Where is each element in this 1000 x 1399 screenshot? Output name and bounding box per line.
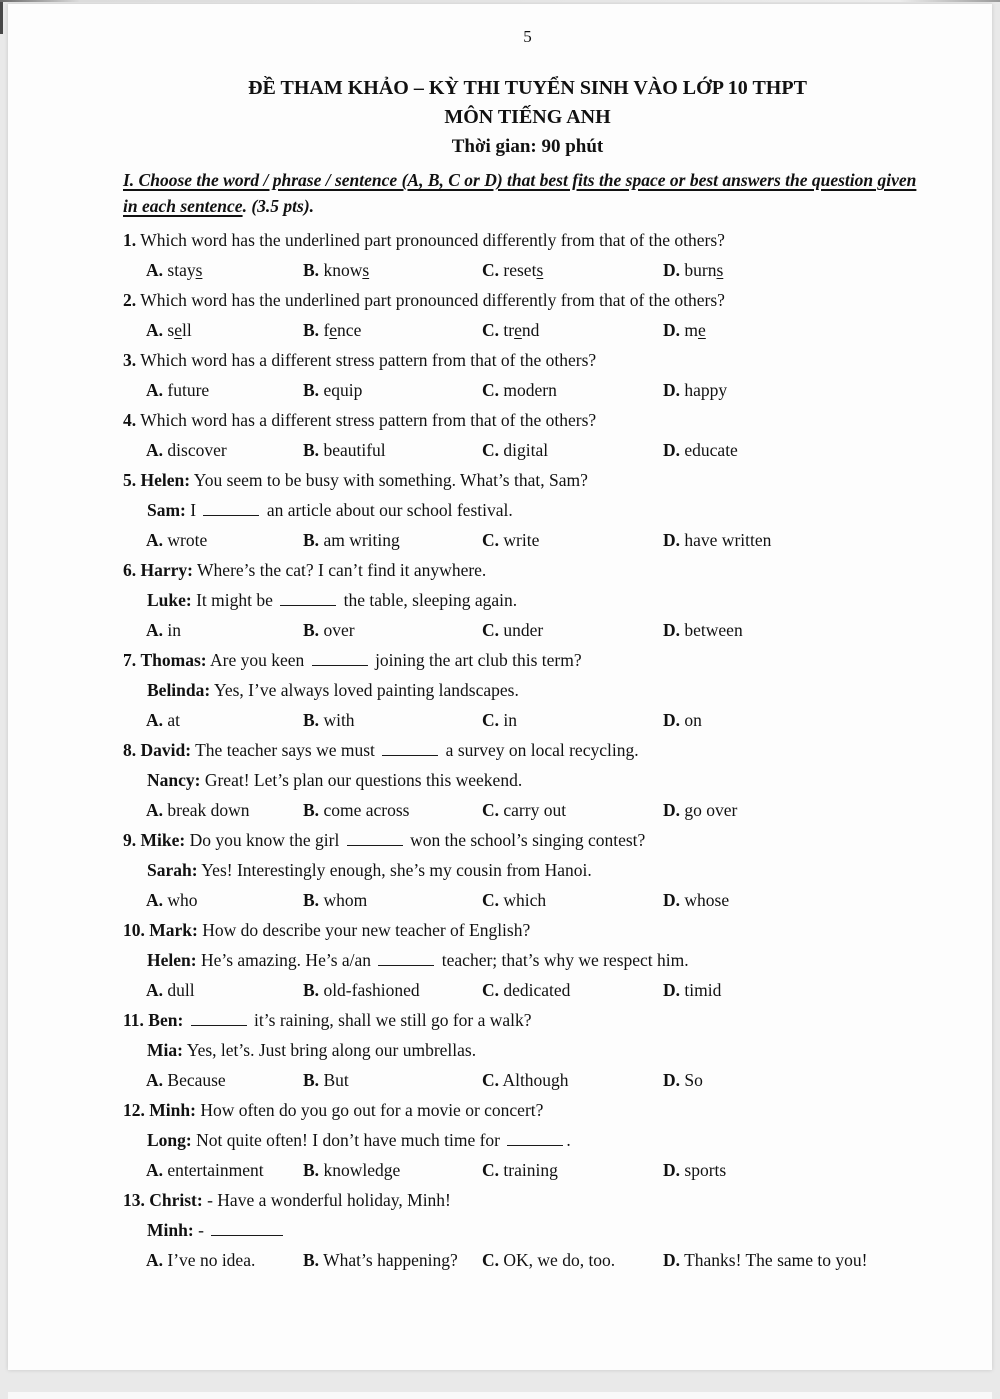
question-7 <box>123 645 932 735</box>
text-segment: - <box>193 1220 209 1240</box>
dialogue-line <box>123 1035 932 1065</box>
option-a <box>146 375 303 405</box>
text-segment: at <box>167 710 181 730</box>
option-label: D. <box>663 380 681 400</box>
speaker-name: Helen: <box>140 470 191 490</box>
dialogue-line <box>123 675 932 705</box>
option-label: D. <box>663 620 681 640</box>
text-segment: an article about our school festival. <box>262 500 513 520</box>
text-segment: over <box>323 620 355 640</box>
options-row <box>123 525 932 555</box>
question-text <box>123 465 932 495</box>
option-label: A. <box>146 530 164 550</box>
text-segment: Although <box>502 1070 569 1090</box>
options-row <box>123 615 932 645</box>
text-segment: I <box>185 500 201 520</box>
question-number: 7. <box>123 650 137 670</box>
option-d <box>663 1155 932 1185</box>
option-b <box>303 615 482 645</box>
option-c <box>482 975 663 1005</box>
question-text <box>123 285 932 315</box>
answer-blank <box>378 961 434 966</box>
question-number: 2. <box>123 290 137 310</box>
text-segment: training <box>503 1160 558 1180</box>
text-segment: But <box>323 1070 349 1090</box>
question-text <box>123 825 932 855</box>
text-segment: know <box>323 260 363 280</box>
option-label: C. <box>482 890 500 910</box>
option-label: A. <box>146 980 164 1000</box>
option-label: C. <box>482 380 500 400</box>
options-row <box>123 1245 932 1275</box>
option-label: A. <box>146 800 164 820</box>
question-list <box>123 225 932 1275</box>
option-label: B. <box>303 800 320 820</box>
speaker-name: Mark: <box>149 920 198 940</box>
text-segment: What’s happening? <box>323 1250 458 1270</box>
dialogue-line <box>123 1215 932 1245</box>
text-segment: Not quite often! I don’t have much time for <box>191 1130 505 1150</box>
text-segment: e <box>698 320 706 340</box>
section-points: . (3.5 pts). <box>242 196 315 216</box>
question-13 <box>123 1185 932 1275</box>
option-label: B. <box>303 440 320 460</box>
text-segment: I’ve no idea. <box>167 1250 256 1270</box>
exam-duration: Thời gian: 90 phút <box>451 136 604 157</box>
options-row <box>123 375 932 405</box>
text-segment: Yes! Interestingly enough, she’s my cousin from Hanoi. <box>197 860 592 880</box>
option-a <box>146 705 303 735</box>
option-c <box>482 315 663 345</box>
text-segment: f <box>323 320 330 340</box>
option-d <box>663 255 932 285</box>
option-b <box>303 885 482 915</box>
text-segment: s <box>362 260 370 280</box>
option-a <box>146 1245 303 1275</box>
option-label: B. <box>303 1070 320 1090</box>
text-segment: with <box>323 710 355 730</box>
option-label: A. <box>146 1160 164 1180</box>
option-label: C. <box>482 530 500 550</box>
speaker-name: Long: <box>147 1130 192 1150</box>
text-segment: Which word has the underlined part pronounced differently from that of the others? <box>140 290 725 310</box>
option-label: B. <box>303 710 320 730</box>
option-d <box>663 375 932 405</box>
option-a <box>146 1155 303 1185</box>
text-segment: s <box>167 320 175 340</box>
page-content <box>8 4 992 1275</box>
question-number: 9. <box>123 830 137 850</box>
option-c <box>482 375 663 405</box>
question-12 <box>123 1095 932 1185</box>
options-row <box>123 1065 932 1095</box>
option-label: C. <box>482 1160 500 1180</box>
question-number: 5. <box>123 470 137 490</box>
option-label: B. <box>303 530 320 550</box>
option-d <box>663 705 932 735</box>
option-b <box>303 975 482 1005</box>
text-segment: OK, we do, too. <box>503 1250 616 1270</box>
speaker-name: David: <box>140 740 192 760</box>
option-label: A. <box>146 380 164 400</box>
option-label: B. <box>303 320 320 340</box>
option-a <box>146 615 303 645</box>
option-label: C. <box>482 320 500 340</box>
text-segment: It might be <box>191 590 278 610</box>
question-4 <box>123 405 932 465</box>
option-label: B. <box>303 1160 320 1180</box>
options-row <box>123 975 932 1005</box>
question-text <box>123 1095 932 1125</box>
question-text <box>123 915 932 945</box>
question-text <box>123 555 932 585</box>
option-c <box>482 1245 663 1275</box>
question-1 <box>123 225 932 285</box>
dialogue-line <box>123 495 932 525</box>
option-d <box>663 1065 932 1095</box>
question-9 <box>123 825 932 915</box>
option-a <box>146 885 303 915</box>
option-a <box>146 795 303 825</box>
text-segment: Yes, let’s. Just bring along our umbrellas. <box>182 1040 477 1060</box>
option-label: D. <box>663 1250 681 1270</box>
text-segment: old-fashioned <box>323 980 420 1000</box>
option-a <box>146 975 303 1005</box>
question-number: 4. <box>123 410 137 430</box>
option-d <box>663 435 932 465</box>
text-segment: equip <box>323 380 363 400</box>
options-row <box>123 435 932 465</box>
text-segment: The teacher says we must <box>191 740 380 760</box>
text-segment: it’s raining, shall we still go for a walk? <box>249 1010 532 1030</box>
option-label: B. <box>303 380 320 400</box>
text-segment: reset <box>503 260 537 280</box>
speaker-name: Minh: <box>147 1220 194 1240</box>
option-a <box>146 1065 303 1095</box>
question-number: 6. <box>123 560 137 580</box>
text-segment: teacher; that’s why we respect him. <box>437 950 689 970</box>
option-label: A. <box>146 1070 164 1090</box>
question-3 <box>123 345 932 405</box>
option-label: D. <box>663 890 681 910</box>
text-segment: nd <box>521 320 540 340</box>
text-segment: So <box>684 1070 703 1090</box>
question-text <box>123 405 932 435</box>
option-a <box>146 315 303 345</box>
speaker-name: Luke: <box>147 590 192 610</box>
option-c <box>482 705 663 735</box>
option-label: C. <box>482 800 500 820</box>
question-text <box>123 645 932 675</box>
question-5 <box>123 465 932 555</box>
answer-blank <box>382 751 438 756</box>
text-segment: carry out <box>503 800 567 820</box>
option-b <box>303 525 482 555</box>
scan-artifact-edge <box>0 0 1000 2</box>
text-segment: happy <box>684 380 728 400</box>
option-d <box>663 1245 932 1275</box>
text-segment: tr <box>503 320 515 340</box>
option-b <box>303 705 482 735</box>
text-segment: dull <box>167 980 195 1000</box>
dialogue-line <box>123 765 932 795</box>
options-row <box>123 315 932 345</box>
text-segment: dedicated <box>503 980 571 1000</box>
text-segment: s <box>536 260 544 280</box>
text-segment: stay <box>167 260 196 280</box>
question-number: 8. <box>123 740 137 760</box>
text-segment: s <box>716 260 724 280</box>
text-segment: am writing <box>323 530 400 550</box>
speaker-name: Helen: <box>147 950 197 970</box>
question-text <box>123 735 932 765</box>
option-b <box>303 1155 482 1185</box>
speaker-name: Mia: <box>147 1040 183 1060</box>
speaker-name: Sam: <box>147 500 186 520</box>
option-label: A. <box>146 890 164 910</box>
text-segment: Where’s the cat? I can’t find it anywhere. <box>192 560 487 580</box>
text-segment: Are you keen <box>206 650 309 670</box>
text-segment <box>183 1010 187 1030</box>
option-c <box>482 615 663 645</box>
text-segment: burn <box>684 260 717 280</box>
option-d <box>663 975 932 1005</box>
text-segment: Yes, I’ve always loved painting landscapes. <box>210 680 519 700</box>
option-b <box>303 1245 482 1275</box>
text-segment: joining the art club this term? <box>370 650 582 670</box>
speaker-name: Ben: <box>148 1010 184 1030</box>
question-number: 10. <box>123 920 145 940</box>
option-d <box>663 795 932 825</box>
option-label: C. <box>482 620 500 640</box>
option-d <box>663 615 932 645</box>
question-2 <box>123 285 932 345</box>
option-label: D. <box>663 980 681 1000</box>
option-a <box>146 255 303 285</box>
option-label: A. <box>146 320 164 340</box>
option-label: D. <box>663 440 681 460</box>
options-row <box>123 885 932 915</box>
text-segment: in <box>503 710 518 730</box>
text-segment: go over <box>684 800 738 820</box>
dialogue-line <box>123 855 932 885</box>
speaker-name: Belinda: <box>147 680 211 700</box>
option-label: C. <box>482 260 500 280</box>
text-segment: wrote <box>167 530 208 550</box>
option-label: D. <box>663 260 681 280</box>
option-d <box>663 315 932 345</box>
speaker-name: Minh: <box>149 1100 196 1120</box>
question-number: 1. <box>123 230 137 250</box>
option-label: A. <box>146 620 164 640</box>
question-8 <box>123 735 932 825</box>
text-segment: break down <box>167 800 250 820</box>
question-text <box>123 345 932 375</box>
question-text <box>123 1185 932 1215</box>
text-segment: entertainment <box>167 1160 264 1180</box>
text-segment: ll <box>181 320 192 340</box>
text-segment: How do describe your new teacher of English? <box>197 920 531 940</box>
speaker-name: Thomas: <box>140 650 207 670</box>
option-c <box>482 435 663 465</box>
option-label: A. <box>146 260 164 280</box>
option-a <box>146 435 303 465</box>
text-segment: who <box>167 890 198 910</box>
answer-blank <box>211 1231 283 1236</box>
text-segment: on <box>684 710 702 730</box>
question-11 <box>123 1005 932 1095</box>
option-d <box>663 885 932 915</box>
option-label: C. <box>482 980 500 1000</box>
option-label: B. <box>303 620 320 640</box>
text-segment: won the school’s singing contest? <box>405 830 646 850</box>
option-label: C. <box>482 710 500 730</box>
text-segment: beautiful <box>323 440 386 460</box>
option-label: A. <box>146 710 164 730</box>
option-b <box>303 1065 482 1095</box>
option-label: D. <box>663 530 681 550</box>
text-segment: Which word has the underlined part pronounced differently from that of the others? <box>140 230 725 250</box>
speaker-name: Mike: <box>140 830 186 850</box>
text-segment: whom <box>323 890 368 910</box>
option-c <box>482 1065 663 1095</box>
speaker-name: Harry: <box>140 560 193 580</box>
text-segment: future <box>167 380 210 400</box>
text-segment: nce <box>337 320 362 340</box>
section-instruction-text: I. Choose the word / phrase / sentence (A, B, C or D) that best fits the space or best answers the question given in each sentence <box>123 170 917 216</box>
option-label: B. <box>303 1250 320 1270</box>
answer-blank <box>203 511 259 516</box>
text-segment: e <box>174 320 182 340</box>
text-segment: have written <box>684 530 772 550</box>
options-row <box>123 1155 932 1185</box>
text-segment: a survey on local recycling. <box>441 740 639 760</box>
text-segment: come across <box>323 800 410 820</box>
text-segment: Which word has a different stress pattern from that of the others? <box>140 410 597 430</box>
option-c <box>482 1155 663 1185</box>
question-6 <box>123 555 932 645</box>
answer-blank <box>312 661 368 666</box>
question-number: 3. <box>123 350 137 370</box>
text-segment: educate <box>684 440 738 460</box>
dialogue-line <box>123 585 932 615</box>
option-label: B. <box>303 980 320 1000</box>
text-segment: Do you know the girl <box>185 830 344 850</box>
speaker-name: Nancy: <box>147 770 201 790</box>
text-segment: e <box>329 320 338 340</box>
text-segment: You seem to be busy with something. What’s that, Sam? <box>190 470 588 490</box>
text-segment: under <box>503 620 544 640</box>
text-segment: Great! Let’s plan our questions this weekend. <box>200 770 523 790</box>
options-row <box>123 795 932 825</box>
exam-page <box>8 4 992 1370</box>
question-number: 11. <box>123 1010 144 1030</box>
option-label: A. <box>146 1250 164 1270</box>
answer-blank <box>191 1021 247 1026</box>
exam-subject: MÔN TIẾNG ANH <box>444 106 611 128</box>
option-c <box>482 795 663 825</box>
answer-blank <box>347 841 403 846</box>
scan-artifact-bottom-strip <box>8 1392 992 1399</box>
text-segment: . <box>566 1130 571 1150</box>
option-b <box>303 435 482 465</box>
options-row <box>123 255 932 285</box>
text-segment: Thanks! The same to you! <box>684 1250 868 1270</box>
option-label: D. <box>663 320 681 340</box>
dialogue-line <box>123 945 932 975</box>
option-b <box>303 255 482 285</box>
question-text <box>123 225 932 255</box>
option-label: C. <box>482 1250 500 1270</box>
options-row <box>123 705 932 735</box>
option-b <box>303 315 482 345</box>
text-segment: Which word has a different stress pattern from that of the others? <box>140 350 597 370</box>
text-segment: s <box>195 260 203 280</box>
text-segment: in <box>167 620 182 640</box>
text-segment: m <box>684 320 699 340</box>
option-b <box>303 795 482 825</box>
text-segment: write <box>503 530 540 550</box>
text-segment: He’s amazing. He’s a/an <box>196 950 376 970</box>
dialogue-line <box>123 1125 932 1155</box>
option-label: D. <box>663 800 681 820</box>
text-segment: whose <box>684 890 730 910</box>
option-c <box>482 255 663 285</box>
option-d <box>663 525 932 555</box>
question-number: 12. <box>123 1100 145 1120</box>
scan-artifact-corner <box>0 0 3 34</box>
option-c <box>482 525 663 555</box>
option-label: D. <box>663 710 681 730</box>
speaker-name: Sarah: <box>147 860 198 880</box>
text-segment: timid <box>684 980 722 1000</box>
text-segment: sports <box>684 1160 727 1180</box>
text-segment: discover <box>167 440 227 460</box>
text-segment: How often do you go out for a movie or concert? <box>195 1100 544 1120</box>
section-instruction <box>123 167 932 219</box>
option-a <box>146 525 303 555</box>
option-c <box>482 885 663 915</box>
option-label: A. <box>146 440 164 460</box>
text-segment: which <box>503 890 547 910</box>
option-label: D. <box>663 1070 681 1090</box>
option-label: B. <box>303 260 320 280</box>
option-label: C. <box>482 440 500 460</box>
answer-blank <box>507 1141 563 1146</box>
text-segment: the table, sleeping again. <box>339 590 518 610</box>
question-text <box>123 1005 932 1035</box>
question-number: 13. <box>123 1190 145 1210</box>
text-segment: modern <box>503 380 557 400</box>
answer-blank <box>280 601 336 606</box>
text-segment: Because <box>167 1070 226 1090</box>
option-label: D. <box>663 1160 681 1180</box>
option-b <box>303 375 482 405</box>
speaker-name: Christ: <box>149 1190 203 1210</box>
option-label: C. <box>482 1070 500 1090</box>
text-segment: e <box>514 320 522 340</box>
text-segment: digital <box>503 440 549 460</box>
text-segment: knowledge <box>323 1160 401 1180</box>
page-number: 5 <box>523 27 532 46</box>
option-label: B. <box>303 890 320 910</box>
text-segment: between <box>684 620 743 640</box>
exam-title: ĐỀ THAM KHẢO – KỲ THI TUYỂN SINH VÀO LỚP 10 THPT <box>248 77 807 99</box>
text-segment: - Have a wonderful holiday, Minh! <box>202 1190 451 1210</box>
question-10 <box>123 915 932 1005</box>
